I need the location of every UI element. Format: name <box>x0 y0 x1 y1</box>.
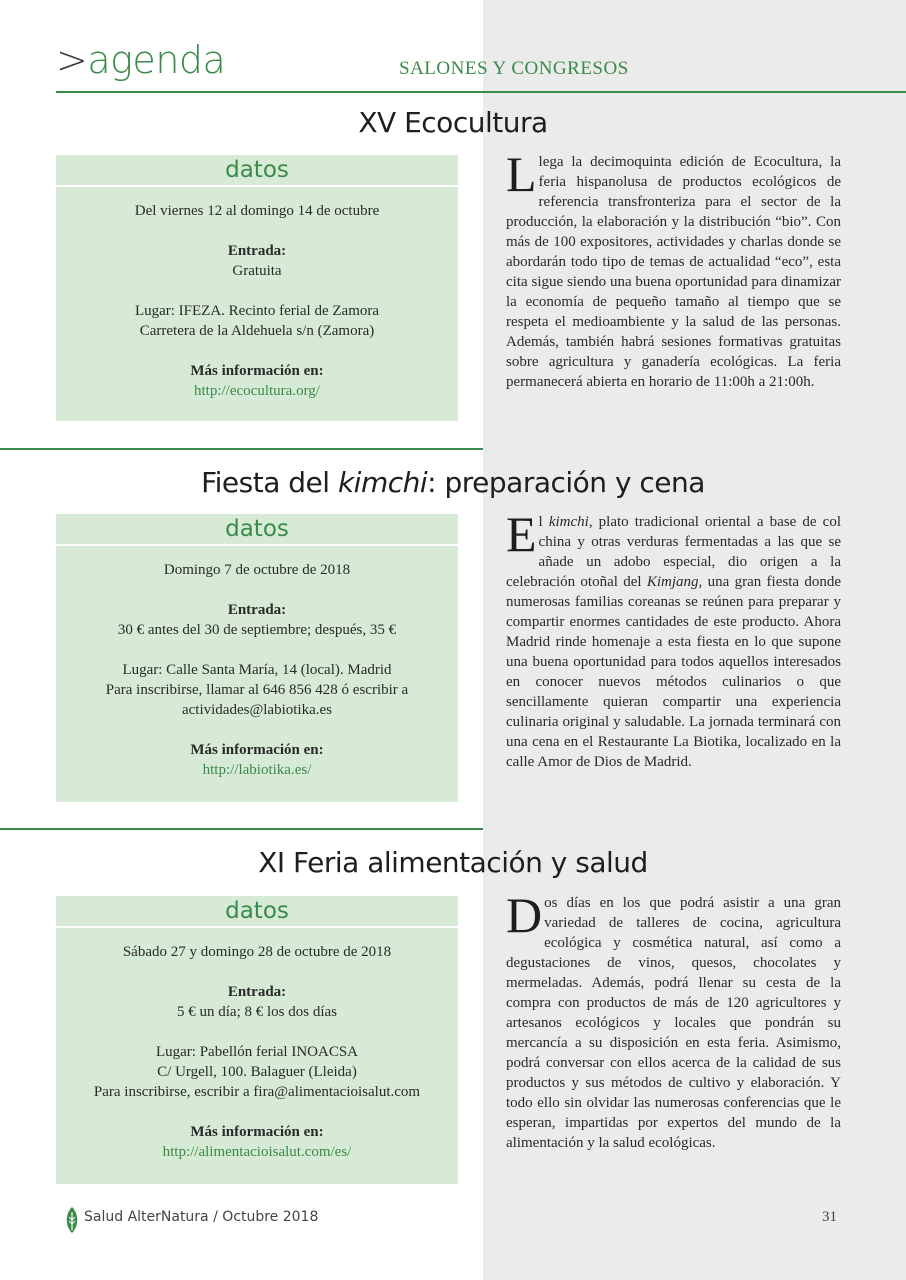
lugar-line: Lugar: Pabellón ferial INOACSA <box>155 1044 359 1060</box>
event-date: Del viernes 12 al domingo 14 de octubre <box>134 203 380 219</box>
info-label: Más información en: <box>190 363 324 379</box>
event-date: Sábado 27 y domingo 28 de octubre de 2018 <box>122 944 392 960</box>
section-divider <box>0 448 483 450</box>
brand-prefix: > <box>56 38 88 82</box>
brand-text: agenda <box>87 38 226 82</box>
event-date: Domingo 7 de octubre de 2018 <box>163 562 351 578</box>
event-title: XI Feria alimentación y salud <box>258 846 648 879</box>
description-italic: Kimjang, <box>646 574 703 590</box>
event-description <box>506 506 842 772</box>
datos-body <box>56 187 458 415</box>
event-title: XV Ecocultura <box>358 106 548 139</box>
description-text: , plato tradicional oriental a base de col china y otras verduras fermentadas a las que se añade un adobo especial, dio origen a la celebración otoñal del <box>506 514 841 590</box>
lugar-line: Carretera de la Aldehuela s/n (Zamora) <box>139 323 375 339</box>
entrada-label: Entrada: <box>227 602 287 618</box>
entrada-label: Entrada: <box>227 243 287 259</box>
entrada-value: 5 € un día; 8 € los dos días <box>177 1004 337 1020</box>
datos-body <box>56 928 458 1176</box>
lugar-line: Lugar: Calle Santa María, 14 (local). Madrid <box>122 662 392 678</box>
event-link[interactable]: http://ecocultura.org/ <box>194 383 320 399</box>
lugar-line: Lugar: IFEZA. Recinto ferial de Zamora <box>134 303 380 319</box>
datos-box <box>56 514 458 802</box>
drop-cap: E <box>506 506 537 562</box>
entrada-value: Gratuita <box>232 263 282 279</box>
page-number: 31 <box>822 1209 837 1225</box>
description-italic: kimchi <box>548 514 589 530</box>
entrada-label: Entrada: <box>227 984 287 1000</box>
drop-cap: D <box>506 887 543 943</box>
event-link[interactable]: http://alimentacioisalut.com/es/ <box>162 1144 352 1160</box>
description-text: lega la decimoquinta edición de Ecocultura, la feria hispanolusa de productos ecológicos de referencia transfronteriza para el sector de la producción, la elaboración y la distribución “bio”. Con más de 100 expositores, actividades y charlas donde se abordarán todo tipo de temas de actualidad “eco”, esta cita sigue siendo una buena oportunidad para dinamizar la economía de pequeño tamaño al tiempo que se respeta el medioambiente y la salud de las personas. Además, también habrá sesiones formativas gratuitas sobre agricultura y ganadería ecológicas. La feria permanecerá abierta en horario de 11:00h a 21:00h. <box>506 154 841 390</box>
lugar-line: C/ Urgell, 100. Balaguer (Lleida) <box>157 1064 357 1080</box>
datos-heading: datos <box>56 514 458 546</box>
info-label: Más información en: <box>190 1124 324 1140</box>
lugar-line: Para inscribirse, escribir a fira@alimentacioisalut.com <box>93 1084 421 1100</box>
event-description <box>506 146 841 392</box>
datos-heading: datos <box>56 155 458 187</box>
lugar-line: Para inscribirse, llamar al 646 856 428 ó escribir a <box>105 682 409 698</box>
datos-box <box>56 896 458 1184</box>
event-title-part: Fiesta del <box>201 466 338 499</box>
datos-heading: datos <box>56 896 458 928</box>
lugar-line: actividades@labiotika.es <box>181 702 332 718</box>
description-text: una gran fiesta donde numerosas familias coreanas se reúnen para preparar y compartir enormes cantidades de este producto. Ahora Madrid rinde homenaje a esta fiesta en lo que supone una buena oportunidad para todos aquellos interesados en conocer nuevos métodos culinarios o que sencillamente quieran compartir una experiencia culinaria original y saludable. La jornada terminará con una cena en el Restaurante La Biotika, localizado en la calle Amor de Dios de Madrid. <box>506 574 842 770</box>
datos-box <box>56 155 458 421</box>
header-rule <box>56 91 906 93</box>
section-label: SALONES Y CONGRESOS <box>399 58 629 79</box>
leaf-logo-icon <box>64 1206 80 1234</box>
info-label: Más información en: <box>190 742 324 758</box>
drop-cap: L <box>506 146 537 202</box>
description-text: l <box>538 514 549 530</box>
footer-publication: Salud AlterNatura / Octubre 2018 <box>84 1209 319 1225</box>
brand-title <box>56 38 225 82</box>
event-title-italic: kimchi <box>337 466 428 499</box>
event-description <box>506 887 841 1153</box>
description-text: os días en los que podrá asistir a una gran variedad de talleres de cocina, agricultura ecológica y cosmética natural, así como a degustaciones de vinos, quesos, chocolates y mermeladas. Además, podrá llenar su cesta de la compra con productos de más de 120 agricultores y artesanos ecológicos y locales que pondrán su mercancía a su disposición en esta feria. Asimismo, podrá conversar con ellos acerca de la calidad de sus productos y sus métodos de cultivo y elaboración. Y todo ello sin olvidar las numerosas conferencias que le esperan, impartidas por expertos del mundo de la alimentación y la salud ecológicas. <box>506 895 841 1151</box>
event-title-part: : preparación y cena <box>427 466 705 499</box>
event-link[interactable]: http://labiotika.es/ <box>202 762 312 778</box>
entrada-value: 30 € antes del 30 de septiembre; después, 35 € <box>117 622 397 638</box>
datos-body <box>56 546 458 794</box>
event-title <box>0 466 906 499</box>
section-divider <box>0 828 483 830</box>
